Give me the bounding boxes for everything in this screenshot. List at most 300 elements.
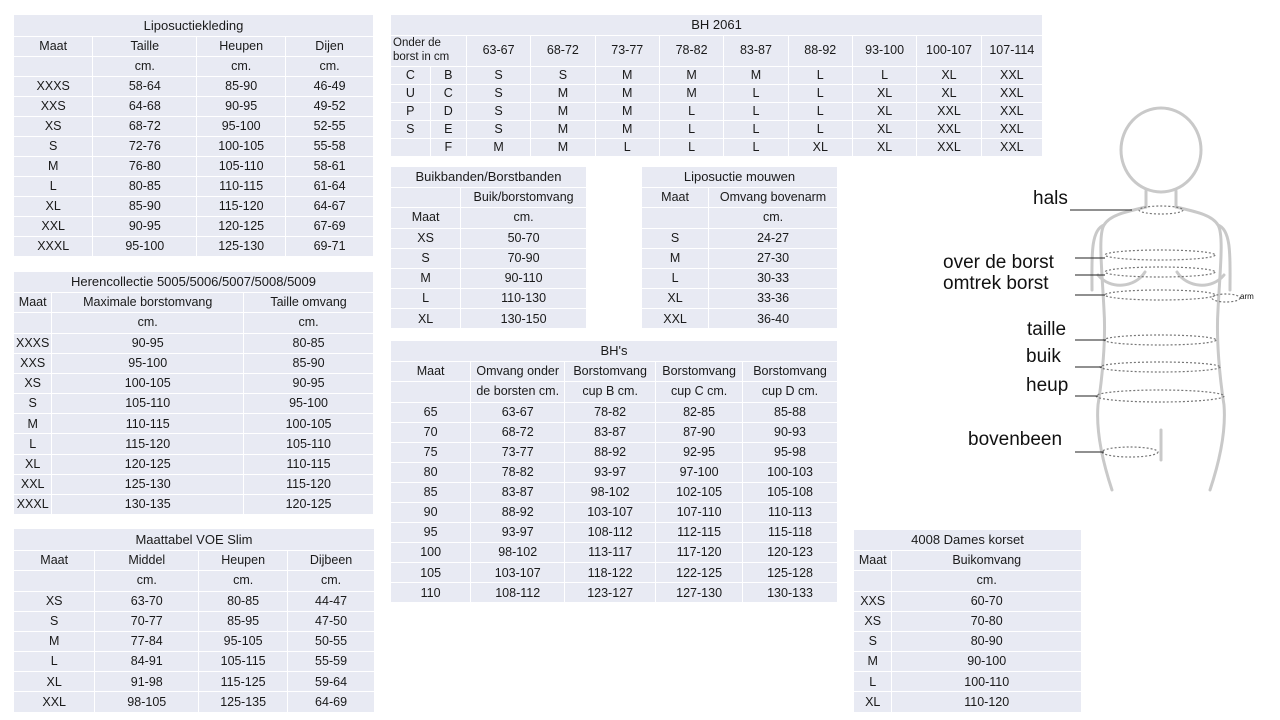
measurement-cell: 130-150 (461, 309, 587, 329)
measurement-cell: 55-59 (288, 652, 375, 672)
bovenbeen-measure-line (1102, 447, 1158, 457)
table-bhs (391, 341, 838, 603)
size-cell: XXL (981, 66, 1042, 84)
table-row (14, 216, 374, 236)
size-cell: L (659, 102, 723, 120)
measurement-cell: 50-70 (461, 228, 587, 248)
column-header: Maat (391, 207, 461, 228)
measurement-cell: 120-123 (743, 543, 838, 563)
table-row (14, 454, 374, 474)
size-cell: L (724, 84, 788, 102)
size-cell: M (659, 66, 723, 84)
column-header: Maat (854, 550, 892, 570)
measurement-cell: 105-110 (197, 156, 286, 176)
measurement-cell: 125-130 (52, 474, 244, 494)
size-cell: XXL (981, 120, 1042, 138)
measurement-cell: 58-61 (286, 156, 374, 176)
measurement-cell: 69-71 (286, 236, 374, 256)
measurement-cell: 93-97 (565, 462, 656, 482)
unit-label (14, 570, 95, 591)
column-header: Maat (642, 187, 709, 207)
measurement-cell: 95-100 (52, 353, 244, 373)
size-cell: XXL (917, 102, 981, 120)
measurement-cell: 90-95 (197, 96, 286, 116)
size-cell: 85 (391, 482, 471, 502)
size-cell: XXXL (14, 236, 93, 256)
column-header: Buikomvang (892, 550, 1082, 570)
measurement-cell: 115-125 (199, 672, 288, 692)
size-cell: S (14, 394, 52, 414)
table-row (14, 394, 374, 414)
measurement-cell: 97-100 (656, 462, 743, 482)
table-row (642, 228, 838, 248)
size-cell: S (466, 66, 530, 84)
measurement-cell: 68-72 (93, 116, 197, 136)
size-cell: XXL (14, 216, 93, 236)
size-cell: M (14, 414, 52, 434)
size-cell: XL (14, 672, 95, 692)
label-arm: arm (1240, 292, 1254, 301)
size-cell: L (14, 652, 95, 672)
measurement-cell: 49-52 (286, 96, 374, 116)
size-cell: L (788, 84, 852, 102)
size-cell: 70 (391, 422, 471, 442)
size-cell: M (531, 102, 595, 120)
measurement-cell: 127-130 (656, 583, 743, 603)
unit-label: cm. (199, 570, 288, 591)
table-row (391, 289, 587, 309)
cup-cell: C (430, 84, 466, 102)
size-cell: XXL (14, 474, 52, 494)
measurement-cell: 80-90 (892, 631, 1082, 651)
size-cell: XXL (981, 138, 1042, 156)
table-row (14, 116, 374, 136)
measurement-cell: 110-113 (743, 502, 838, 522)
measurement-cell: 59-64 (288, 672, 375, 692)
arm-measure-line (1212, 294, 1240, 302)
unit-label: cm. (461, 207, 587, 228)
measurement-cell: 100-105 (197, 136, 286, 156)
size-cell: XL (14, 196, 93, 216)
size-cell: XL (854, 692, 892, 712)
size-cell: M (391, 268, 461, 288)
size-cell: XXXL (14, 495, 52, 515)
measurement-cell: 87-90 (656, 422, 743, 442)
measurement-cell: 115-118 (743, 523, 838, 543)
measurement-cell: 102-105 (656, 482, 743, 502)
table-row (391, 482, 838, 502)
column-header: Omvang onder (471, 361, 565, 381)
measurement-cell: 73-77 (471, 442, 565, 462)
table-liposuctiekleding (14, 15, 374, 257)
table-row (14, 434, 374, 454)
measurement-cell: 100-103 (743, 462, 838, 482)
table-row (854, 692, 1082, 712)
size-cell: 100 (391, 543, 471, 563)
column-header: Taille omvang (244, 292, 374, 312)
measurement-cell: 85-95 (199, 611, 288, 631)
table-row (14, 652, 375, 672)
column-header: Dijbeen (288, 550, 375, 570)
unit-label (391, 381, 471, 402)
size-cell: L (788, 102, 852, 120)
size-cell: L (14, 434, 52, 454)
size-cell: 95 (391, 523, 471, 543)
measurement-cell: 24-27 (709, 228, 838, 248)
size-cell: L (724, 102, 788, 120)
size-cell: M (595, 66, 659, 84)
size-cell: XS (14, 373, 52, 393)
table-title: Maattabel VOE Slim (14, 529, 375, 550)
measurement-cell: 115-120 (197, 196, 286, 216)
unit-label: de borsten cm. (471, 381, 565, 402)
measurement-cell: 110-120 (892, 692, 1082, 712)
measurement-cell: 95-100 (197, 116, 286, 136)
unit-label: cm. (93, 56, 197, 76)
measurement-cell: 88-92 (471, 502, 565, 522)
measurement-cell: 110-115 (197, 176, 286, 196)
size-cell: S (14, 136, 93, 156)
size-cell: M (595, 120, 659, 138)
table-herencollectie (14, 272, 374, 515)
label-heup: heup (1026, 375, 1069, 396)
table-row (854, 591, 1082, 611)
measurement-cell: 88-92 (565, 442, 656, 462)
size-cell: S (391, 248, 461, 268)
size-cell: L (595, 138, 659, 156)
measurement-cell: 98-102 (471, 543, 565, 563)
measurement-cell: 108-112 (565, 523, 656, 543)
table-row (854, 631, 1082, 651)
size-cell: XS (14, 116, 93, 136)
column-header (391, 187, 461, 207)
measurement-cell: 103-107 (565, 502, 656, 522)
table-row (14, 96, 374, 116)
measurement-cell: 120-125 (197, 216, 286, 236)
column-header: Middel (95, 550, 199, 570)
column-header: Borstomvang (656, 361, 743, 381)
column-header: Heupen (197, 36, 286, 56)
table-row (14, 156, 374, 176)
measurement-cell: 120-125 (244, 495, 374, 515)
size-cell: XL (642, 289, 709, 309)
measurement-cell: 98-105 (95, 692, 199, 712)
measurement-cell: 115-120 (244, 474, 374, 494)
size-cell: L (724, 138, 788, 156)
over-borst-measure-line (1105, 250, 1215, 260)
table-liposuctie-mouwen (642, 167, 838, 329)
size-cell: XS (391, 228, 461, 248)
measurement-cell: 83-87 (565, 422, 656, 442)
measurement-cell: 100-105 (52, 373, 244, 393)
column-header: 100-107 (917, 35, 981, 66)
size-cell: L (659, 138, 723, 156)
measurement-cell: 90-95 (93, 216, 197, 236)
unit-label: cm. (286, 56, 374, 76)
column-header: 107-114 (981, 35, 1042, 66)
size-cell: M (642, 248, 709, 268)
cup-cell: B (430, 66, 466, 84)
body-measurement-figure (920, 90, 1260, 510)
column-header: 78-82 (659, 35, 723, 66)
size-cell: M (531, 120, 595, 138)
column-header: 73-77 (595, 35, 659, 66)
size-cell: L (659, 120, 723, 138)
size-cell: S (14, 611, 95, 631)
table-title: 4008 Dames korset (854, 530, 1082, 550)
column-header: 68-72 (531, 35, 595, 66)
measurement-cell: 112-115 (656, 523, 743, 543)
label-hals: hals (1033, 188, 1068, 209)
measurement-cell: 46-49 (286, 76, 374, 96)
unit-label (14, 312, 52, 333)
measurement-cell: 33-36 (709, 289, 838, 309)
table-row (642, 268, 838, 288)
measurement-cell: 117-120 (656, 543, 743, 563)
table-row (391, 66, 1043, 84)
table-row (642, 309, 838, 329)
column-header: 63-67 (466, 35, 530, 66)
column-header: Heupen (199, 550, 288, 570)
size-cell: M (14, 631, 95, 651)
measurement-cell: 103-107 (471, 563, 565, 583)
measurement-cell: 100-105 (244, 414, 374, 434)
measurement-cell: 50-55 (288, 631, 375, 651)
measurement-cell: 44-47 (288, 591, 375, 611)
table-title: Buikbanden/Borstbanden (391, 167, 587, 187)
size-cell: XL (788, 138, 852, 156)
measurement-cell: 95-100 (244, 394, 374, 414)
size-cell: XXL (642, 309, 709, 329)
size-cell: L (852, 66, 916, 84)
measurement-cell: 92-95 (656, 442, 743, 462)
cup-cell: F (430, 138, 466, 156)
size-cell: M (466, 138, 530, 156)
measurement-cell: 110-115 (244, 454, 374, 474)
column-header: Maat (14, 550, 95, 570)
measurement-cell: 85-88 (743, 402, 838, 422)
cups-letter-cell: U (391, 84, 430, 102)
size-cell: S (854, 631, 892, 651)
table-row (14, 611, 375, 631)
table-row (391, 523, 838, 543)
label-omtrek-borst: omtrek borst (943, 273, 1049, 294)
label-over-de-borst: over de borst (943, 252, 1054, 273)
unit-label: cup D cm. (743, 381, 838, 402)
measurement-cell: 80-85 (244, 333, 374, 353)
size-cell: L (788, 120, 852, 138)
size-cell: XXL (917, 138, 981, 156)
size-cell: L (854, 672, 892, 692)
size-cell: XXL (981, 102, 1042, 120)
measurement-cell: 110-130 (461, 289, 587, 309)
table-row (391, 402, 838, 422)
measurement-cell: 95-100 (93, 236, 197, 256)
size-cell: M (531, 84, 595, 102)
table-row (391, 422, 838, 442)
column-header: Borstomvang (743, 361, 838, 381)
size-cell: L (391, 289, 461, 309)
measurement-cell: 47-50 (288, 611, 375, 631)
taille-measure-line (1104, 335, 1216, 345)
cups-letter-cell: S (391, 120, 430, 138)
measurement-cell: 130-133 (743, 583, 838, 603)
measurement-cell: 72-76 (93, 136, 197, 156)
table-title: BH's (391, 341, 838, 361)
measurement-cell: 52-55 (286, 116, 374, 136)
measurement-cell: 83-87 (471, 482, 565, 502)
measurement-cell: 30-33 (709, 268, 838, 288)
table-buikbanden (391, 167, 587, 329)
size-cell: XL (917, 84, 981, 102)
table-row (854, 672, 1082, 692)
measurement-cell: 93-97 (471, 523, 565, 543)
column-header: Maximale borstomvang (52, 292, 244, 312)
size-cell: XXL (14, 692, 95, 712)
size-cell: M (531, 138, 595, 156)
measurement-cell: 63-70 (95, 591, 199, 611)
unit-label: cup C cm. (656, 381, 743, 402)
measurement-cell: 84-91 (95, 652, 199, 672)
label-bovenbeen: bovenbeen (968, 429, 1063, 450)
size-cell: XS (14, 591, 95, 611)
size-cell: M (724, 66, 788, 84)
table-row (391, 563, 838, 583)
size-cell: XS (854, 611, 892, 631)
size-cell: XXXS (14, 333, 52, 353)
measurement-cell: 85-90 (244, 353, 374, 373)
table-row (391, 228, 587, 248)
table-row (391, 543, 838, 563)
size-cell: S (466, 120, 530, 138)
size-cell: 105 (391, 563, 471, 583)
size-cell: XL (852, 120, 916, 138)
measurement-cell: 122-125 (656, 563, 743, 583)
measurement-cell: 55-58 (286, 136, 374, 156)
measurement-cell: 64-67 (286, 196, 374, 216)
size-cell: L (724, 120, 788, 138)
size-cell: XXS (14, 353, 52, 373)
measurement-cell: 105-110 (52, 394, 244, 414)
measurement-cell: 107-110 (656, 502, 743, 522)
unit-label: cm. (892, 570, 1082, 591)
measurement-cell: 130-135 (52, 495, 244, 515)
measurement-cell: 64-68 (93, 96, 197, 116)
size-cell: S (466, 84, 530, 102)
size-cell: XL (14, 454, 52, 474)
table-row (14, 631, 375, 651)
column-header: 83-87 (724, 35, 788, 66)
table-row (14, 414, 374, 434)
measurement-cell: 90-95 (52, 333, 244, 353)
unit-label (854, 570, 892, 591)
size-cell: XL (852, 102, 916, 120)
table-dames-korset (854, 530, 1082, 713)
measurement-cell: 125-135 (199, 692, 288, 712)
measurement-cell: 100-110 (892, 672, 1082, 692)
table-row (642, 289, 838, 309)
cups-letter-cell: C (391, 66, 430, 84)
measurement-cell: 80-85 (199, 591, 288, 611)
measurement-cell: 85-90 (197, 76, 286, 96)
table-row (391, 268, 587, 288)
unit-label: cm. (197, 56, 286, 76)
onder-borst-measure-line (1105, 290, 1215, 300)
unit-label (642, 207, 709, 228)
size-cell: XXS (14, 96, 93, 116)
column-header: Borstomvang (565, 361, 656, 381)
measurement-cell: 105-110 (244, 434, 374, 454)
column-header: Buik/borstomvang (461, 187, 587, 207)
column-header: Omvang bovenarm (709, 187, 838, 207)
size-cell: XL (391, 309, 461, 329)
measurement-cell: 108-112 (471, 583, 565, 603)
measurement-cell: 70-90 (461, 248, 587, 268)
column-header: Maat (391, 361, 471, 381)
measurement-cell: 125-128 (743, 563, 838, 583)
measurement-cell: 70-80 (892, 611, 1082, 631)
column-header: Maat (14, 36, 93, 56)
table-title: BH 2061 (391, 15, 1043, 35)
table-voe-slim (14, 529, 375, 713)
cups-letter-cell: P (391, 102, 430, 120)
column-header: 93-100 (852, 35, 916, 66)
corner-label: Onder de borst in cm (391, 35, 466, 66)
table-row (642, 248, 838, 268)
table-row (14, 353, 374, 373)
table-row (14, 373, 374, 393)
unit-label: cm. (95, 570, 199, 591)
table-row (14, 333, 374, 353)
column-header: Dijen (286, 36, 374, 56)
measurement-cell: 98-102 (565, 482, 656, 502)
table-row (14, 136, 374, 156)
size-cell: XL (852, 138, 916, 156)
size-cell: 65 (391, 402, 471, 422)
unit-label: cm. (288, 570, 375, 591)
unit-label: cup B cm. (565, 381, 656, 402)
measurement-cell: 76-80 (93, 156, 197, 176)
measurement-cell: 82-85 (656, 402, 743, 422)
unit-label (14, 56, 93, 76)
size-cell: 80 (391, 462, 471, 482)
omtrek-borst-measure-line (1105, 267, 1215, 277)
measurement-cell: 118-122 (565, 563, 656, 583)
table-row (14, 236, 374, 256)
size-cell: M (14, 156, 93, 176)
measurement-cell: 61-64 (286, 176, 374, 196)
measurement-cell: 90-100 (892, 652, 1082, 672)
measurement-cell: 78-82 (471, 462, 565, 482)
unit-label: cm. (244, 312, 374, 333)
size-cell: M (595, 102, 659, 120)
table-row (14, 591, 375, 611)
measurement-cell: 68-72 (471, 422, 565, 442)
size-cell: S (466, 102, 530, 120)
table-row (391, 462, 838, 482)
measurement-cell: 36-40 (709, 309, 838, 329)
size-cell: M (659, 84, 723, 102)
buik-measure-line (1100, 362, 1220, 372)
size-cell: XXXS (14, 76, 93, 96)
size-cell: XXL (981, 84, 1042, 102)
measurement-cell: 64-69 (288, 692, 375, 712)
size-cell: XL (852, 84, 916, 102)
heup-measure-line (1096, 390, 1224, 402)
size-cell: 90 (391, 502, 471, 522)
size-cell: L (788, 66, 852, 84)
measurement-cell: 70-77 (95, 611, 199, 631)
